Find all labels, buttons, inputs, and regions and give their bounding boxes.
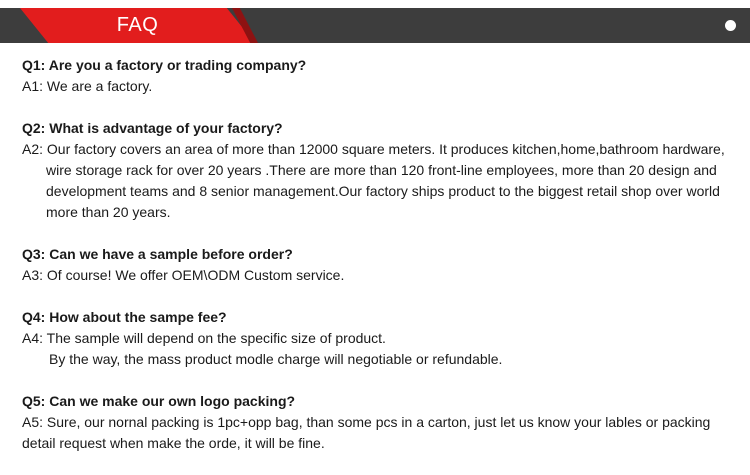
faq-item-4 — [22, 307, 737, 370]
faq-question: Q3: Can we have a sample before order? — [22, 246, 293, 262]
answer-prefix: A1: — [22, 78, 47, 94]
answer-line: wire storage rack for over 20 years .There are more than 120 front-line employees, more than 20 design and — [46, 162, 717, 178]
answer-line: By the way, the mass product modle charge will negotiable or refundable. — [49, 351, 503, 367]
answer-prefix: A4: — [22, 330, 47, 346]
faq-answer — [22, 139, 737, 223]
answer-line: The sample will depend on the specific size of product. — [46, 330, 386, 346]
answer-line: Sure, our nornal packing is 1pc+opp bag, than some pcs in a carton, just let us know your lables or packing — [46, 414, 711, 430]
answer-line: Of course! We offer OEM\ODM Custom service. — [46, 267, 345, 283]
faq-answer — [22, 265, 737, 286]
faq-question: Q2: What is advantage of your factory? — [22, 120, 283, 136]
page-title: FAQ — [116, 14, 159, 36]
faq-item-2 — [22, 118, 737, 223]
faq-answer — [22, 412, 737, 454]
answer-prefix: A3: — [22, 267, 47, 283]
faq-answer — [22, 76, 737, 97]
faq-question: Q1: Are you a factory or trading company? — [22, 57, 307, 73]
answer-prefix: A2: — [22, 141, 47, 157]
answer-line: We are a factory. — [46, 78, 153, 94]
faq-item-5 — [22, 391, 737, 454]
circle-icon — [725, 20, 736, 31]
answer-line: more than 20 years. — [46, 204, 171, 220]
answer-line: Our factory covers an area of more than 12000 square meters. It produces kitchen,home,bathroom hardware, — [46, 141, 725, 157]
faq-list — [22, 55, 737, 475]
faq-answer — [22, 328, 737, 370]
answer-line: detail request when make the orde, it will be fine. — [22, 435, 325, 451]
faq-item-1 — [22, 55, 737, 97]
faq-question: Q5: Can we make our own logo packing? — [22, 393, 296, 409]
faq-item-3 — [22, 244, 737, 286]
answer-prefix: A5: — [22, 414, 47, 430]
faq-question: Q4: How about the sampe fee? — [22, 309, 227, 325]
answer-line: development teams and 8 senior management.Our factory ships product to the biggest retail shop over world — [46, 183, 720, 199]
